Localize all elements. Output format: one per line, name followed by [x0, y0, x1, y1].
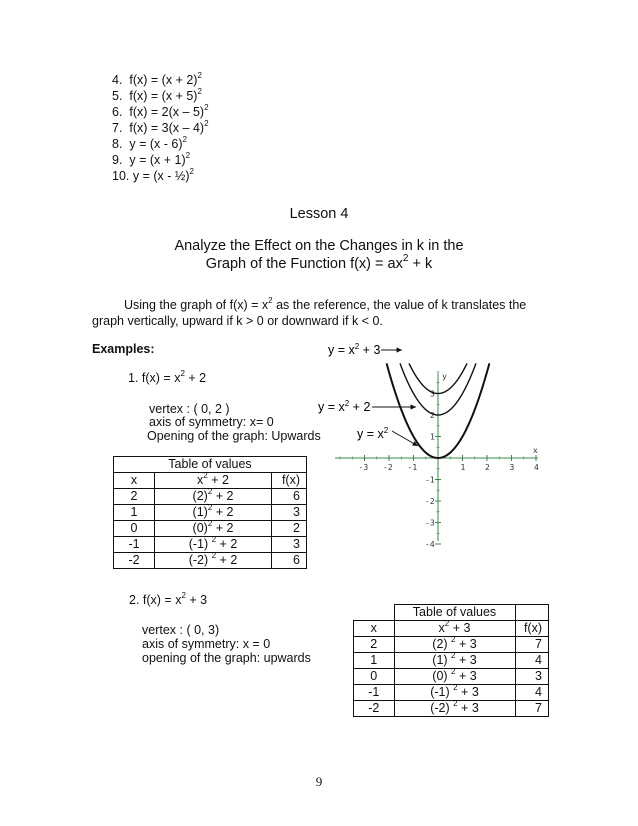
header-fx: f(x)	[272, 473, 307, 489]
table-row: -1 (-1) $^2$ + 3 4	[354, 685, 549, 701]
graph-ticks	[340, 372, 539, 549]
header-fx: f(x)	[515, 621, 549, 637]
arrow-head	[397, 347, 402, 352]
table-caption: Table of values	[114, 457, 307, 473]
table-row: -1 (-1) $^2$ + 2 3	[114, 537, 307, 553]
table-row: 1 (1) $^2$ + 3 4	[354, 653, 549, 669]
x-tick-label: 3	[509, 463, 515, 472]
example1-opening: Opening of the graph: Upwards	[147, 429, 321, 443]
header-x: x	[354, 621, 395, 637]
y-tick-label: -1	[425, 475, 435, 485]
example2-vertex: vertex : ( 0, 3)	[142, 623, 220, 637]
parabola-graph	[296, 330, 546, 562]
label-y-x2-plus-3: $y = x^2 + 3$	[328, 342, 381, 357]
y-tick-label: 3	[430, 389, 435, 399]
lesson-title-line2: Graph of the Function $f(x) = ax^2 + k$	[205, 253, 433, 272]
exercise-item: 7. f(x) = 3(x – 4)$^2$	[112, 118, 209, 135]
example1-table	[113, 456, 307, 569]
table-row: 2 $(2)^2 + 2$ 6	[114, 489, 307, 505]
graph-labels	[318, 342, 389, 441]
table-row: -2 (-2) $^2$ + 3 7	[354, 701, 549, 717]
y-axis-label: y	[442, 372, 447, 382]
exercise-item: 10. y = (x - ½)$^2$	[112, 166, 194, 183]
x-tick-label: 4	[534, 463, 539, 472]
examples-heading: Examples:	[92, 342, 155, 356]
header-expression: $x^2 + 3$	[394, 621, 515, 637]
header-x: x	[114, 473, 155, 489]
exercise-item: 9. $y = (x + 1)^2$	[112, 150, 191, 167]
label-y-x2-plus-2: $y = x^2 + 2$	[318, 399, 371, 414]
x-tick-label: -2	[383, 463, 393, 472]
example1-title: 1. $f(x) = x^2 + 2$	[128, 368, 207, 385]
example2-title: 2. $f(x) = x^2 + 3$	[129, 590, 208, 607]
example1-vertex: vertex : ( 0, 2 )	[149, 402, 230, 416]
intro-line2: graph vertically, upward if k > 0 or downward if k < 0.	[92, 314, 383, 328]
table-caption: Table of values	[394, 605, 515, 621]
table-caption-row	[114, 457, 307, 473]
y-tick-label: 1	[430, 432, 435, 442]
x-axis-label: x	[533, 446, 538, 455]
x-tick-label: 1	[460, 463, 466, 472]
example2-opening: opening of the graph: upwards	[142, 651, 311, 665]
exercise-item: 6. f(x) = 2(x – 5)$^2$	[112, 102, 209, 119]
exercise-item: 8. y = (x - 6)$^2$	[112, 134, 187, 151]
x-tick-label: 2	[485, 463, 490, 472]
lesson-title-line1: Analyze the Effect on the Changes in k in the	[174, 238, 464, 254]
arrow-head	[411, 404, 416, 409]
intro-line1: Using the graph of $f(x) = x^2$ as the reference, the value of k translates the	[124, 295, 527, 312]
example2-axis: axis of symmetry: x = 0	[142, 637, 271, 651]
exercise-item: 5. $f(x) = (x + 5)^2$	[112, 86, 202, 103]
table-row: 0 (0) $^2$ + 3 3	[354, 669, 549, 685]
y-tick-label: -4	[425, 540, 435, 549]
x-tick-label: -1	[407, 463, 418, 472]
y-tick-label: -2	[425, 497, 435, 506]
example2-table	[353, 604, 549, 717]
table-caption-row	[354, 605, 549, 621]
example1-axis: axis of symmetry: x= 0	[149, 415, 274, 429]
label-y-x2: $y = x^2$	[357, 426, 389, 441]
y-tick-label: -3	[425, 518, 435, 528]
table-row: -2 (-2) $^2$ + 2 6	[114, 553, 307, 569]
x-tick-label: -3	[358, 463, 369, 472]
y-tick-label: 2	[430, 411, 435, 420]
table-row: 2 (2) $^2$ + 3 7	[354, 637, 549, 653]
table-row: 1 $(1)^2 + 2$ 3	[114, 505, 307, 521]
lesson-number: Lesson 4	[289, 206, 349, 222]
page-number: 9	[315, 774, 323, 789]
table-row: 0 $(0)^2 + 2$ 2	[114, 521, 307, 537]
header-expression: $x^2 + 2$	[155, 473, 272, 489]
exercise-item: 4. $f(x) = (x + 2)^2$	[112, 70, 202, 87]
graph-axes	[335, 372, 538, 541]
